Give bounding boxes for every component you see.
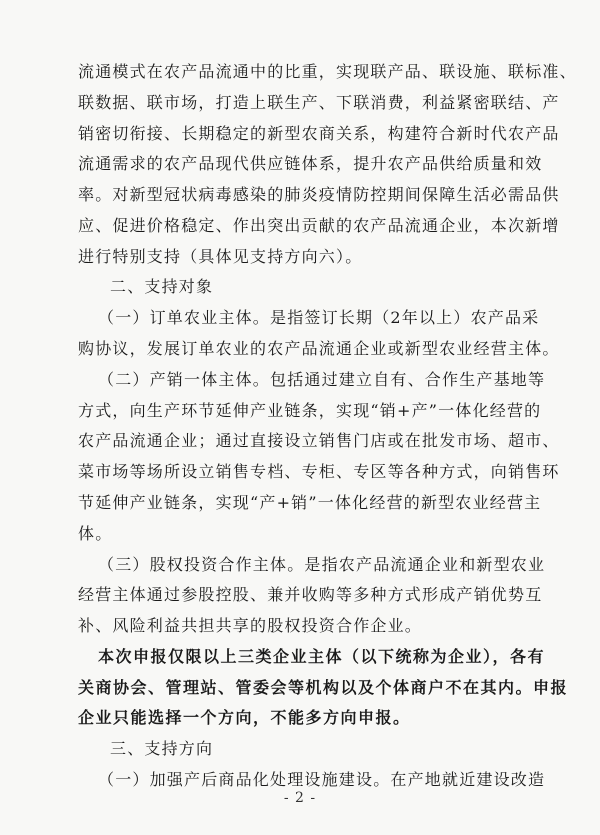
body-text-line: 购协议，发展订单农业的农产品流通企业或新型农业经营主体。 [78, 339, 560, 358]
body-text-line: 节延伸产业链条，实现“产+销”一体化经营的新型农业经营主 [78, 493, 542, 512]
body-text-line: 销密切衔接、长期稳定的新型农商关系，构建符合新时代农产品 [78, 124, 560, 143]
body-text-line: 菜市场等场所设立销售专档、专柜、专区等各种方式，向销售环 [78, 462, 560, 481]
body-text-line: 进行特别支持（具体见支持方向六）。 [78, 247, 363, 266]
bold-notice-line: 关商协会、管理站、管委会等机构以及个体商户不在其内。申报 [78, 678, 569, 697]
bold-notice-line: 本次申报仅限以上三类企业主体（以下统称为企业），各有 [98, 647, 546, 666]
paragraph-start-line: （一）加强产后商品化处理设施建设。在产地就近建设改造 [98, 770, 546, 789]
body-text-line: 经营主体通过参股控股、兼并收购等多种方式形成产销优势互 [78, 585, 543, 604]
body-text-line: 流通需求的农产品现代供应链体系，提升农产品供给质量和效 [78, 154, 543, 173]
paragraph-start-line: （三）股权投资合作主体。是指农产品流通企业和新型农业 [98, 555, 546, 574]
body-text-line: 农产品流通企业；通过直接设立销售门店或在批发市场、超市、 [78, 431, 560, 450]
body-text-line: 联数据、联市场，打造上联生产、下联消费，利益紧密联结、产 [78, 93, 560, 112]
body-text-line: 方式，向生产环节延伸产业链条，实现“销+产”一体化经营的 [78, 401, 542, 420]
body-text-line: 率。对新型冠状病毒感染的肺炎疫情防控期间保障生活必需品供 [78, 185, 560, 204]
body-text-line: 流通模式在农产品流通中的比重，实现联产品、联设施、联标准、 [78, 62, 577, 81]
bold-notice-line: 企业只能选择一个方向，不能多方向申报。 [78, 708, 411, 727]
page-number: - 2 - [283, 790, 317, 806]
section-heading-support-directions: 三、支持方向 [110, 739, 214, 758]
body-text-line: 体。 [78, 524, 113, 543]
paragraph-start-line: （一）订单农业主体。是指签订长期（2年以上）农产品采 [98, 308, 540, 327]
section-heading-support-targets: 二、支持对象 [110, 277, 214, 296]
body-text-line: 应、促进价格稳定、作出突出贡献的农产品流通企业，本次新增 [78, 216, 560, 235]
paragraph-start-line: （二）产销一体主体。包括通过建立自有、合作生产基地等 [98, 370, 546, 389]
body-text-line: 补、风险利益共担共享的股权投资合作企业。 [78, 616, 423, 635]
